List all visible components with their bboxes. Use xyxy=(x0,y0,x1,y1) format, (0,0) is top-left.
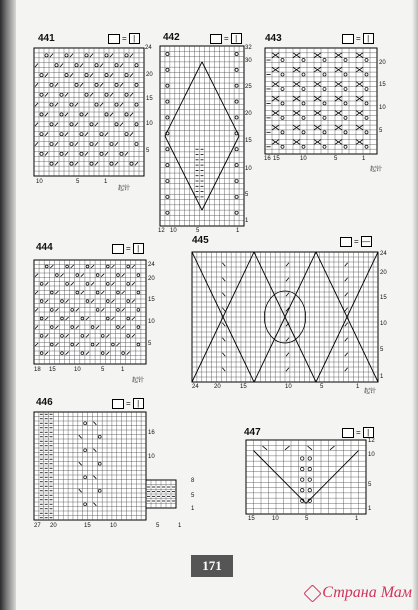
chart-443-row-tick: 10 xyxy=(379,105,386,111)
chart-445-col-tick: 24 xyxy=(192,384,199,390)
page-edge-shadow xyxy=(412,0,418,610)
chart-446-row-tick: 1 xyxy=(191,506,195,512)
chart-447-row-tick: 5 xyxy=(368,482,372,488)
chart-444-key-symbol: | xyxy=(133,243,144,254)
chart-447-row-tick: 10 xyxy=(368,452,375,458)
chart-447-col-tick: 10 xyxy=(272,516,279,522)
chart-444-row-tick: 15 xyxy=(148,297,155,303)
chart-446-key-equals: = xyxy=(126,399,131,408)
chart-443-rows-label: 20 xyxy=(379,60,386,66)
chart-443-key-box-icon xyxy=(342,34,354,44)
chart-445-start-label: 起针 xyxy=(364,389,377,395)
chart-442-row-tick: 5 xyxy=(245,192,249,198)
chart-445-key-equals: = xyxy=(354,237,359,246)
watermark xyxy=(306,584,412,602)
chart-447-key-box-icon xyxy=(342,428,354,438)
chart-442-col-tick: 1 xyxy=(236,228,240,234)
chart-443-col-tick: 15 xyxy=(273,156,280,162)
chart-441-row-tick: 5 xyxy=(146,148,150,154)
chart-442-row-tick: 20 xyxy=(245,111,252,117)
chart-445-col-tick: 10 xyxy=(285,384,292,390)
chart-446-extension xyxy=(146,480,176,508)
chart-445-row-tick: 1 xyxy=(380,374,384,380)
chart-441-rows-label: 24 xyxy=(145,45,152,51)
chart-443-title: 443 xyxy=(265,33,282,44)
chart-442-grid xyxy=(160,46,244,226)
chart-441 xyxy=(34,48,144,176)
chart-445-col-tick: 1 xyxy=(356,384,360,390)
chart-447-key xyxy=(342,427,374,438)
chart-441-start-label: 起针 xyxy=(118,186,131,192)
chart-444-row-tick: 5 xyxy=(148,341,152,347)
chart-441-row-tick: 15 xyxy=(146,96,153,102)
chart-441-key-symbol: | xyxy=(129,33,140,44)
chart-445 xyxy=(192,252,378,382)
chart-447-key-symbol: | xyxy=(363,427,374,438)
chart-447-row-tick: 1 xyxy=(368,506,372,512)
chart-444-key xyxy=(112,243,144,254)
chart-441-key-equals: = xyxy=(122,34,127,43)
chart-445-rows-label: 24 xyxy=(380,251,387,257)
chart-442-key-equals: = xyxy=(224,34,229,43)
chart-442-col-tick: 5 xyxy=(196,228,200,234)
chart-442-row-tick: 1 xyxy=(245,218,249,224)
chart-441-row-tick: 10 xyxy=(146,121,153,127)
chart-445-grid xyxy=(192,252,378,382)
chart-444-col-tick: 10 xyxy=(74,367,81,373)
chart-446 xyxy=(34,412,146,520)
chart-441-row-tick: 20 xyxy=(146,72,153,78)
watermark-text: Страна Мам xyxy=(322,584,412,601)
chart-441-col-tick-b: 5 xyxy=(76,179,80,185)
chart-446-col-tick: 15 xyxy=(84,523,91,529)
chart-443-row-tick: 15 xyxy=(379,82,386,88)
chart-444-key-equals: = xyxy=(126,244,131,253)
chart-442-col-tick: 12 xyxy=(158,228,165,234)
chart-445-row-tick: 20 xyxy=(380,270,387,276)
chart-444-col-tick: 15 xyxy=(49,367,56,373)
chart-446-key xyxy=(112,398,144,409)
chart-445-key-box-icon xyxy=(340,237,352,247)
chart-442-col-tick: 10 xyxy=(170,228,177,234)
chart-447-col-tick: 15 xyxy=(248,516,255,522)
chart-446-row-tick: 10 xyxy=(148,454,155,460)
chart-443-col-tick: 5 xyxy=(334,156,338,162)
chart-443-start-label: 起针 xyxy=(370,167,383,173)
chart-444-col-tick: 5 xyxy=(101,367,105,373)
chart-443-col-tick: 10 xyxy=(300,156,307,162)
chart-442-row-tick: 30 xyxy=(245,58,252,64)
chart-443-col-tick: 16 xyxy=(264,156,271,162)
chart-445-col-tick: 5 xyxy=(320,384,324,390)
chart-446-row-tick: 8 xyxy=(191,478,195,484)
chart-442-rows-label: 32 xyxy=(245,45,252,51)
chart-444-start-label: 起针 xyxy=(132,378,145,384)
chart-445-title: 445 xyxy=(192,235,209,246)
chart-445-key-symbol: — xyxy=(362,236,371,246)
chart-445-col-tick: 20 xyxy=(214,384,221,390)
chart-447-rows-label: 12 xyxy=(368,438,375,444)
chart-444 xyxy=(34,260,146,364)
chart-443-key-equals: = xyxy=(356,34,361,43)
chart-446-title: 446 xyxy=(36,397,53,408)
chart-446-col-tick: 1 xyxy=(178,523,182,529)
chart-446-key-box-icon xyxy=(112,399,124,409)
chart-442-row-tick: 15 xyxy=(245,138,252,144)
chart-444-col-tick: 1 xyxy=(121,367,125,373)
chart-447-col-tick: 5 xyxy=(305,516,309,522)
book-binding-shadow xyxy=(0,0,16,610)
chart-445-row-tick: 10 xyxy=(380,321,387,327)
chart-446-col-tick: 20 xyxy=(50,523,57,529)
chart-446-key-symbol: | xyxy=(133,398,144,409)
chart-446-extension-grid xyxy=(146,480,176,508)
chart-444-key-box-icon xyxy=(112,244,124,254)
chart-443-row-tick: 5 xyxy=(379,128,383,134)
chart-447-key-equals: = xyxy=(356,428,361,437)
chart-444-rows-label: 24 xyxy=(148,262,155,268)
chart-444-grid xyxy=(34,260,146,364)
chart-442-row-tick: 25 xyxy=(245,84,252,90)
chart-441-grid xyxy=(34,48,144,176)
chart-446-col-tick: 5 xyxy=(156,523,160,529)
chart-445-row-tick: 15 xyxy=(380,295,387,301)
chart-446-rows-label: 16 xyxy=(148,430,155,436)
chart-442-key xyxy=(210,33,242,44)
chart-441-title: 441 xyxy=(38,33,55,44)
chart-442-title: 442 xyxy=(163,32,180,43)
chart-444-row-tick: 10 xyxy=(148,319,155,325)
chart-441-key-box-icon xyxy=(108,34,120,44)
chart-443-key xyxy=(342,33,374,44)
chart-445-key xyxy=(340,236,372,247)
chart-446-grid xyxy=(34,412,146,520)
chart-441-col-tick-a: 10 xyxy=(36,179,43,185)
chart-445-row-tick: 5 xyxy=(380,347,384,353)
chart-442-key-symbol: | xyxy=(231,33,242,44)
chart-443-key-symbol: | xyxy=(363,33,374,44)
chart-446-col-tick: 10 xyxy=(110,523,117,529)
chart-444-row-tick: 20 xyxy=(148,276,155,282)
watermark-logo-icon xyxy=(304,584,322,602)
chart-441-col-tick-c: 1 xyxy=(104,179,108,185)
chart-444-title: 444 xyxy=(36,242,53,253)
chart-442-row-tick: 10 xyxy=(245,166,252,172)
chart-446-col-tick: 27 xyxy=(34,523,41,529)
page-number: 171 xyxy=(191,555,233,577)
chart-447-col-tick: 1 xyxy=(355,516,359,522)
chart-443 xyxy=(265,48,377,154)
chart-447 xyxy=(246,440,366,514)
chart-444-col-tick: 18 xyxy=(34,367,41,373)
chart-445-col-tick: 15 xyxy=(240,384,247,390)
chart-443-grid xyxy=(265,48,377,154)
chart-446-row-tick: 5 xyxy=(191,493,195,499)
chart-443-col-tick: 1 xyxy=(362,156,366,162)
chart-441-key xyxy=(108,33,140,44)
chart-447-grid xyxy=(246,440,366,514)
chart-442-key-box-icon xyxy=(210,34,222,44)
chart-442 xyxy=(160,46,244,226)
chart-447-title: 447 xyxy=(244,427,261,438)
